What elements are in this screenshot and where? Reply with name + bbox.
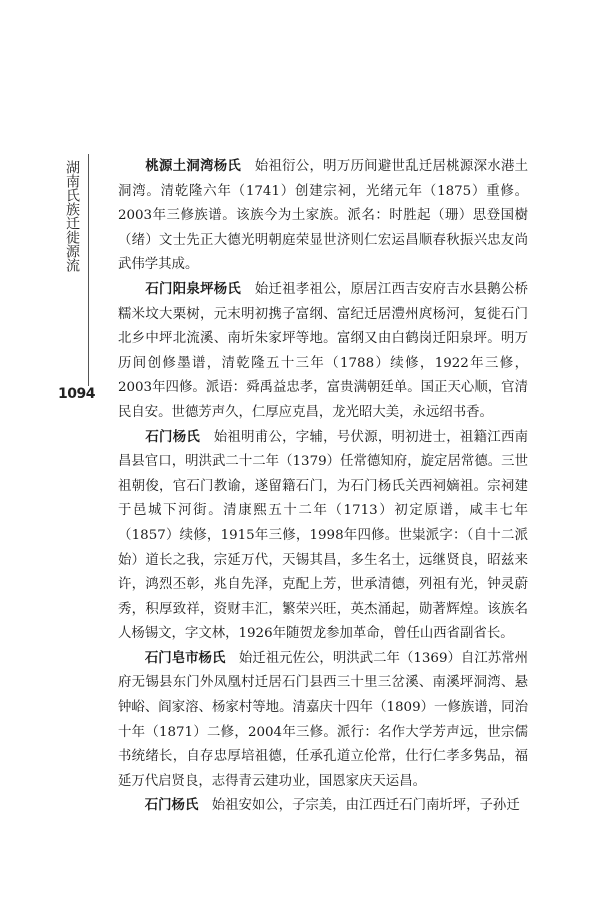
entry-body: 始迁祖元佐公，明洪武二年（1369）自江苏常州府无锡县东门外凤凰村迁居石门县西三十里三岔溪、南溪坪洞湾、悬钟峪、阎家溶、杨家村等地。清嘉庆十四年（1809）一修族谱，同治十年（1871）二修，2004年三修。派行：名作大学芳声远，世宗儒书统绪长，自存忠厚培祖德，任承孔道立伦常，仕行仁孝多隽品，福延万代启贤良，志得青云建功业，国恩家庆天运昌。 [118,650,529,789]
entry-heading: 石门杨氏 [144,798,199,814]
entry-heading: 桃源土洞湾杨氏 [145,159,242,174]
side-book-title: 湖南氏族迁徙源流 [64,160,80,272]
entry [118,794,528,819]
entry-heading: 石门皂市杨氏 [144,650,226,666]
entry-heading: 石门杨氏 [145,429,201,445]
side-divider [88,154,89,386]
entry-body: 始祖衍公，明万历间避世乱迁居桃源深水港土洞湾。清乾隆六年（1741）创建宗祠，光绪元年（1875）重修。2003年三修族谱。该族今为土家族。派名：时胜起（珊）思登国樹（绪）文士先正大德光明朝庭荣显世济则仁宏运昌顺春秋振兴忠友尚武伟学其成。 [118,159,529,273]
entry-body: 始祖明甫公，字辅，号伏源，明初进士，祖籍江西南昌县官口，明洪武二十二年（1379）任常德知府，旋定居常德。三世祖朝俊，官石门教谕，遂留籍石门，为石门杨氏关西祠嫡祖。宗祠建于邑城下河街。清康熙五十二年（1713）初定原谱，咸丰七年（1857）续修，1915年三修，1998年四修。世粜派字：（自十二派始）道长之我，宗延万代，天锡其昌，多生名士，远继贤良，昭兹来许，鸿烈丕彰，兆自先泽，克配上芳，世承清德，列祖有光，钟灵蔚秀，积厚致祥，资财丰汇，繁荣兴旺，英杰涌起，勋著辉煌。该族名人杨锡文，字文林，1926年随贺龙参加革命，曾任山西省副省长。 [118,429,529,642]
main-text [118,155,528,819]
entry-heading: 石门阳泉坪杨氏 [145,281,242,297]
entry [118,426,528,647]
entry-body: 始祖安如公，子宗美，由江西迁石门南圻坪，子孙迁 [198,798,520,814]
entry [118,155,528,278]
page-number: 1094 [58,386,95,402]
entry-body: 始迁祖孝祖公，原居江西吉安府吉水县鹅公桥糯米坟大栗树，元末明初携子富纲、富纪迁居澧州庹杨河，复徙石门北乡中坪北流溪、南圻朱家坪等地。富纲又由白鹤岗迁阳泉坪。明万历间创修墨谱，清乾隆五十三年（1788）续修，1922年三修，2003年四修。派语：舜禹益忠孝，富贵满朝廷单。国正天心顺，官清民自安。世德芳声久，仁厚应克昌，龙光昭大美，永远绍书香。 [118,281,529,420]
entry [118,647,528,795]
entry [118,278,528,426]
